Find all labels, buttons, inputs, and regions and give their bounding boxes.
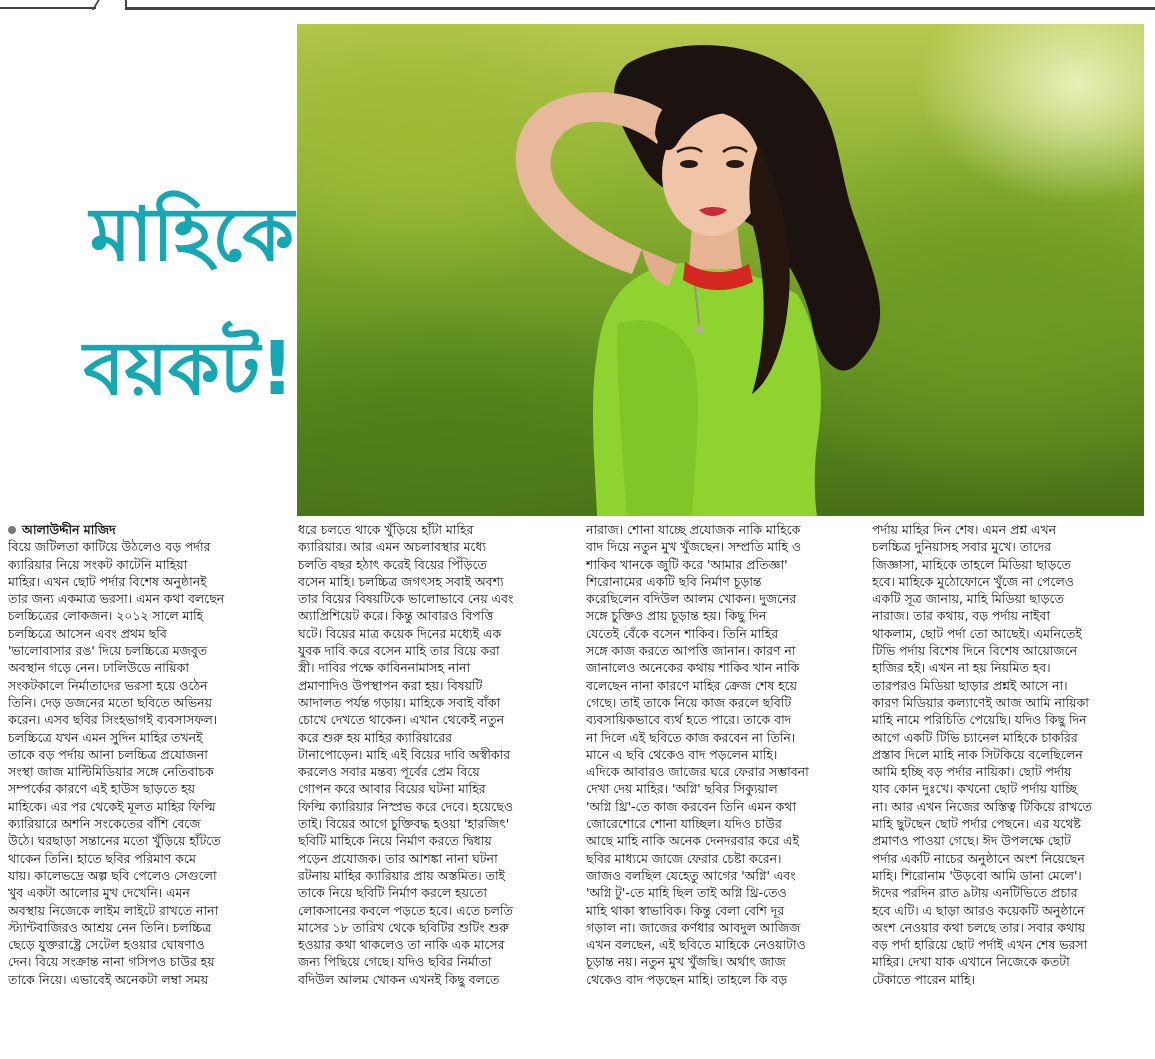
article-line: টানাপোড়েন। মাহি এই বিয়ের দাবি অস্বীকার (298, 746, 511, 762)
headline-line-1: মাহিকে (89, 192, 294, 278)
article-line: মাহি। শিরোনাম 'উড়বো আমি ডানা মেলে'। (872, 867, 1082, 883)
article-line: ঈদের পরদিন রাত ৯টায় এনটিভিতে প্রচার (872, 885, 1078, 901)
article-line: দেন। বিয়ে সংক্রান্ত নানা গসিপও চাউর হয় (8, 954, 215, 970)
article-line: এদিকে আবারও জাজের ঘরে ফেরার সম্ভাবনা (586, 764, 809, 780)
article-line: জিজ্ঞাসা, মাহিকে তাহলে মিডিয়া ছাড়তে (872, 556, 1071, 572)
article-line: জানালেও অনেকের কথায় শাকিব খান নাকি (586, 660, 800, 676)
article-line: শাকিব খানকে জুটি করে 'আমার প্রতিজ্ঞা' (586, 556, 788, 572)
article-line: ফিল্মি ক্যারিয়ার নিস্প্রভ করে দেবে। হয়েছেও (298, 798, 514, 814)
article-line: মাহি ছুটছেন ছোট পর্দার পেছনে। এর যথেষ্ট (872, 816, 1081, 832)
article-line: হওয়ার কথা থাকলেও তা নাকি এক মাসের (298, 937, 505, 953)
article-line: ছবিটি মাহিকে নিয়ে নির্মাণ করতে দ্বিধায় (298, 833, 492, 849)
article-line: করেন। এসব ছবির সিংহভাগই ব্যবসাসফল। (8, 712, 218, 728)
article-line: জন্য পিছিয়ে গেছে। যদিও ছবির নির্মাতা (298, 954, 492, 970)
article-line: প্রমাণও পাওয়া গেছে। ঈদ উপলক্ষে ছোট (872, 833, 1071, 849)
article-line: আদালত পর্যন্ত গড়ায়। মাহিকে সবাই বাঁকা (298, 694, 501, 710)
column-1-body (8, 538, 280, 988)
headline-line-2: বয়কট! (83, 326, 294, 412)
article-line: তাকে বড় পর্দায় আনা চলচ্চিত্র প্রযোজনা (8, 746, 208, 762)
bullet-icon (8, 526, 16, 534)
article-column-3 (586, 521, 858, 988)
article-line: বিয়ে জটিলতা কাটিয়ে উঠলেও বড় পর্দার (8, 539, 211, 555)
article-line: শিরোনামের একটি ছবি নির্মাণ চূড়ান্ত (586, 573, 762, 589)
article-line: এখন বলছেন, এই ছবিতে মাহিকে নেওয়াটাও (586, 937, 806, 953)
article-line: গোপন করে আবার বিয়ের ঘটনা মাহির (298, 781, 486, 797)
article-line: থেকেও বাদ পড়ছেন মাহি। তাহলে কি বড় (586, 971, 787, 987)
article-line: অ্যাপ্রিশিয়েট করে। কিন্তু আবারও বিপত্তি (298, 608, 494, 624)
article-line: আমি হচ্ছি বড় পর্দার নায়িকা। ছোট পর্দায় (872, 764, 1072, 780)
article-line: উঠে। ঘরছাড়া সন্তানের মতো খুঁড়িয়ে হাঁটতে (8, 833, 221, 849)
article-line: চূড়ান্ত নয়। নতুন মুখ খুঁজছি। অর্থাৎ জাজ (586, 954, 786, 970)
article-line: ছবির মাধ্যমে জাজে ফেরার চেষ্টা করেন। (586, 850, 782, 866)
article-line: সংকটকালে নির্মাতাদের ভরসা হয়ে ওঠেন (8, 677, 208, 693)
article-line: সংস্থা জাজ মাল্টিমিডিয়ার সঙ্গে নেতিবাচক (8, 764, 214, 780)
article-line: বদিউল আলম খোকন এখনই কিছু বলতে (298, 971, 500, 987)
article-line: গড়াল না। জাজের কর্ণধার আবদুল আজিজ (586, 919, 801, 935)
article-line: অবস্থায় নিজেকে লাইম লাইটে রাখতে নানা (8, 902, 219, 918)
article-line: চলচ্চিত্রে আসেন এবং প্রথম ছবি (8, 625, 167, 641)
article-line: প্রমাণাদিও উপস্থাপন করা হয়। বিষয়টি (298, 677, 483, 693)
article-line: মানে এ ছবি থেকেও বাদ পড়লেন মাহি। (586, 746, 778, 762)
article-line: তাকে নিয়ে। এভাবেই অনেকটা লম্বা সময় (8, 971, 209, 987)
article-line: মাহির। দেখা যাক এখানে নিজেকে কতটা (872, 954, 1070, 970)
article-column-1 (8, 521, 280, 988)
article-line: বাদ দিয়ে নতুন মুখ খুঁজছেন। সম্প্রতি মাহি ও (586, 539, 802, 555)
article-line: বলেছেন নানা কারণে মাহির ক্রেজ শেষ হয়ে (586, 677, 797, 693)
article-column-4 (872, 521, 1152, 988)
article-line: 'অগ্নি টু'-তে মাহি ছিল তাই অগ্নি থ্রি-তেও (586, 885, 787, 901)
article-line: বড় পর্দা হারিয়ে ছোট পর্দাই এখন শেষ ভরসা (872, 937, 1088, 953)
article-line: মাহি থাকা স্বাভাবিক। কিন্তু বেলা বেশি দূর (586, 902, 785, 918)
article-line: পর্দার একটি নাচের অনুষ্ঠানে অংশ নিয়েছেন (872, 850, 1085, 866)
article-line: মাহিকে। এর পর থেকেই মূলত মাহির ফিল্মি (8, 798, 216, 814)
article-line: আগে একটি টিভি চ্যানেল মাহিকে চাকরির (872, 729, 1078, 745)
column-2-body (298, 521, 570, 988)
article-line: হবে এটি। এ ছাড়া আরও কয়েকটি অনুষ্ঠানে (872, 902, 1085, 918)
author-name: আলাউদ্দীন মাজিদ (22, 522, 116, 537)
feature-photo (297, 24, 1144, 516)
article-line: তার জন্য একমাত্র ভরসা। এমন কথা বলছেন (8, 591, 225, 607)
article-line: তিনি। দেড় ডজনের মতো ছবিতে অভিনয় (8, 694, 212, 710)
article-line: চলচ্চিত্র দুনিয়াসহ সবার মুখে। তাদের (872, 539, 1052, 555)
article-line: 'ভালোবাসার রঙ' দিয়ে চলচ্চিত্রে মজবুত (8, 643, 208, 659)
article-line: করে শুরু হয় মাহির ক্যারিয়ারের (298, 729, 452, 745)
article-line: যুবক দাবি করে বসেন মাহি তার বিয়ে করা (298, 643, 500, 659)
article-line: করলেও সবার মন্তব্য পূর্বের প্রেম বিয়ে (298, 764, 480, 780)
article-line: মাসের ১৮ তারিখ থেকে ছবিটির শুটিং শুরু (298, 919, 509, 935)
article-line: চলতি বছর হঠাৎ করেই বিয়ের পিঁড়িতে (298, 556, 487, 572)
article-line: তাই। বিয়ের আগে চুক্তিবদ্ধ হওয়া 'হারজিৎ' (298, 816, 510, 832)
article-line: লোকসানের কবলে পড়তে হবে। এতে চলতি (298, 902, 513, 918)
column-4-body (872, 521, 1152, 988)
article-line: পড়েন প্রযোজক। তার আশঙ্কা নানা ঘটনা (298, 850, 498, 866)
article-line: একটি সূত্র জানায়, মাহি মিডিয়া ছাড়তে (872, 591, 1064, 607)
article-line: খুব একটা আলোর মুখ দেখেনি। এমন (8, 885, 190, 901)
article-line: ক্যারিয়ার। আর এমন অচলাবস্থার মধ্যে (298, 539, 487, 555)
article-line: টেকাতে পারেন মাহি। (872, 971, 975, 987)
article-line: ধরে চলতে থাকে খুঁড়িয়ে হাঁটা মাহির (298, 522, 474, 537)
article-line: করেছিলেন বদিউল আলম খোকন। দুজনের (586, 591, 797, 607)
article-line: স্ত্রী। দাবির পক্ষে কাবিননামাসহ নানা (298, 660, 471, 676)
article-line: মাহির। এখন ছোট পর্দার বিশেষ অনুষ্ঠানই (8, 573, 207, 589)
article-line: ক্যারিয়ার নিয়ে সংকট কাটেনি মাহিয়া (8, 556, 188, 572)
article-line: তাকে নিয়ে ছবিটি নির্মাণ করলে হয়তো (298, 885, 487, 901)
article-line: স্ট্যান্টবাজিরও আশ্রয় নেন তিনি। চলচ্চিত্র (8, 919, 212, 935)
article-line: রটনায় মাহির ক্যারিয়ার প্রায় অস্তমিত। তাই (298, 867, 505, 883)
article-line: না দিলে এই ছবিতে কাজ করবেন না তিনি। (586, 729, 796, 745)
article-line: হাজির হই। এখন না হয় নিয়মিত হব। (872, 660, 1051, 676)
byline (8, 521, 280, 538)
article-line: সঙ্গে কাজ করতে আপত্তি জানান। কারণ না (586, 643, 796, 659)
article-line: গেছে। তাই তাকে নিয়ে কাজ করলে ছবিটি (586, 694, 792, 710)
article-line: জাজও বলছিল যেহেতু আগের 'অগ্নি' এবং (586, 867, 796, 883)
article-line: নারাজ। শোনা যাচ্ছে প্রযোজক নাকি মাহিকে (586, 522, 801, 537)
article-line: দেখা দেয় মাহির। 'অগ্নি' ছবির সিক্যুয়াল (586, 781, 778, 797)
article-line: 'অগ্নি থ্রি'-তে কাজ করবেন তিনি এমন কথা (586, 798, 797, 814)
page-top-rule (0, 0, 1155, 12)
article-line: চোখে দেখতে থাকেন। এখান থেকেই নতুন (298, 712, 504, 728)
article-line: নারাজ। তার কথায়, বড় পর্দায় নাইবা (872, 608, 1050, 624)
article-line: ক্যারিয়ারে অশনি সংকেতের বাঁশি বেজে (8, 816, 201, 832)
article-line: তারপরও মিডিয়া ছাড়ার প্রশ্নই আসে না। (872, 677, 1068, 693)
article-line: জোরেশোরে শোনা যাচ্ছিল। যদিও চাউর (586, 816, 782, 832)
article-line: থাকলাম, ছোট পর্দা তো আছেই। এমনিতেই (872, 625, 1082, 641)
article-line: অবস্থান গড়ে নেন। ঢালিউডে নায়িকা (8, 660, 189, 676)
article-line: তার বিয়ের বিষয়টিকে ভালোভাবে নেয় এবং (298, 591, 514, 607)
article-line: সঙ্গে চুক্তিও প্রায় চূড়ান্ত হয়। কিছু দিন (586, 608, 767, 624)
article-line: না। আর এখন নিজের অস্তিত্ব টিকিয়ে রাখতে (872, 798, 1092, 814)
article-line: মাহি নামে পরিচিতি পেয়েছি। যদিও কিছু দিন (872, 712, 1087, 728)
headline (32, 168, 294, 436)
article-line: চলচ্চিত্রের লোকজন। ২০১২ সালে মাহি (8, 608, 204, 624)
article-line: সম্পর্কের কারণে এই হাউস ছাড়তে হয় (8, 781, 195, 797)
article-line: হবে। মাহিকে মুঠোফোনে খুঁজে না পেলেও (872, 573, 1074, 589)
article-line: প্রস্তাব দিলে মাহি নাক সিটকিয়ে বলেছিলেন (872, 746, 1083, 762)
article-line: ছেড়ে যুক্তরাষ্ট্রে সেটেল হওয়ার ঘোষণাও (8, 937, 205, 953)
article-line: যায়। কালেভদ্রে অল্প ছবি পেলেও সেগুলো (8, 867, 217, 883)
article-line: ব্যবসায়িকভাবে ব্যর্থ হতে পারে। তাকে বাদ (586, 712, 792, 728)
article-line: পর্দায় মাহির দিন শেষ। এমন প্রশ্ন এখন (872, 522, 1057, 537)
article-line: যাব কোন দুঃখে। কখনো ছোট পর্দায় যাচ্ছি (872, 781, 1078, 797)
article-line: যেতেই বেঁকে বসেন শাকিব। তিনি মাহির (586, 625, 779, 641)
article-line: অংশ নেওয়ার কথা চলছে তার। সবার কথায় (872, 919, 1086, 935)
article-column-2 (298, 521, 570, 988)
article-line: বসেন মাহি। চলচ্চিত্র জগৎসহ সবাই অবশ্য (298, 573, 504, 589)
article-line: চলচ্চিত্রে যখন এমন সুদিন মাহির তখনই (8, 729, 203, 745)
article-line: ঘটে। বিয়ের মাত্র কয়েক দিনের মধ্যেই এক (298, 625, 502, 641)
portrait-illustration (297, 24, 1144, 516)
column-3-body (586, 521, 858, 988)
article-line: টিভি পর্দায় বিশেষ দিনে বিশেষ আয়োজনে (872, 643, 1078, 659)
article-line: থাকেন তিনি। হাতে ছবির পরিমাণ কমে (8, 850, 196, 866)
article-line: আছে মাহি নাকি অনেক দেনদরবার করে এই (586, 833, 799, 849)
article-line: কারণ মিডিয়ার কল্যাণেই আজ আমি নায়িকা (872, 694, 1089, 710)
